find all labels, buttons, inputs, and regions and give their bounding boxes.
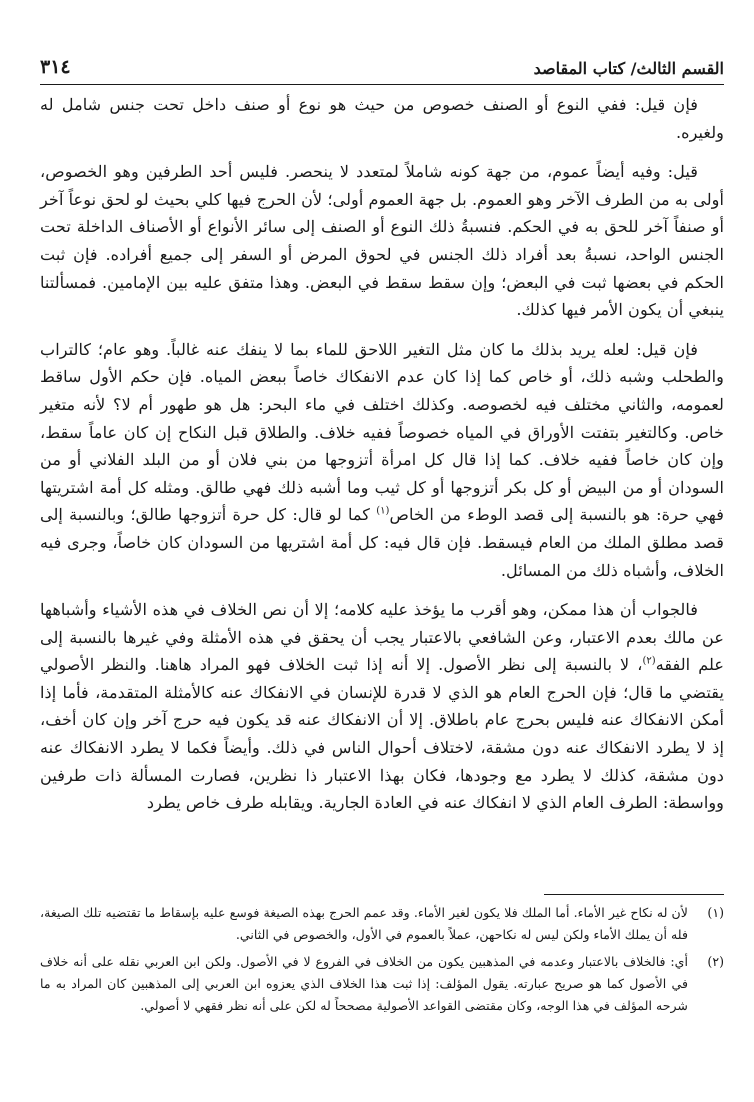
footnote-ref-2[interactable]: (٢)	[642, 655, 656, 667]
footnote-number: (٢)	[707, 954, 724, 969]
running-header	[40, 52, 724, 85]
footnotes	[40, 902, 724, 1022]
paragraph	[40, 336, 724, 584]
footnote-item	[40, 902, 724, 946]
footnote-number: (١)	[707, 905, 724, 920]
footnote-text: لأن له نكاح غير الأماء. أما الملك فلا يكون لغير الأماء. وقد عمم الحرج بهذه الصيغة فوسع عليه بإسقاط ما تقتضيه تلك الصيغة، فله أن يملك الأماء ولكن ليس له نكاحهن، عملاً بالعموم في الأول، والخصوص في الثاني.	[40, 905, 688, 942]
paragraph	[40, 91, 724, 146]
page-number: ٣١٤	[40, 56, 71, 78]
paragraph-text: فإن قيل: ففي النوع أو الصنف خصوص من حيث هو نوع أو صنف داخل تحت جنس شامل له ولغيره.	[40, 95, 724, 142]
footnote-text: أي: فالخلاف بالاعتبار وعدمه في المذهبين يكون من الخلاف في الفروع لا في الأصول. ولكن ابن العربي نقله على أنه خلاف في الأصول كما هو صريح عبارته. يقول المؤلف: إذا ثبت هذا الخلاف الذي يعزوه ابن العربي إلى المذهبين كان المراد به ما شرحه المؤلف في هذا الوجه، وكان مقتضى القواعد الأصولية مصححاً له لكن على أنه نظر فقهي لا أصولي.	[40, 954, 688, 1013]
footnote-divider	[544, 894, 724, 895]
paragraph	[40, 596, 724, 817]
paragraph-text: فالجواب أن هذا ممكن، وهو أقرب ما يؤخذ عليه كلامه؛ إلا أن نص الخلاف في هذه الأشياء وأشباهها عن مالك بعدم الاعتبار، وعن الشافعي بالاعتبار يجب أن يحقق في هذه الأمثلة وفي غيرها بالنسبة إلى علم الفقه	[40, 600, 725, 675]
book-page	[40, 52, 724, 1082]
paragraph-text: كما	[348, 505, 370, 525]
footnote-item	[40, 951, 724, 1017]
paragraph-text: ، لا بالنسبة إلى نظر الأصول. إلا أنه إذا ثبت الخلاف فهو المراد هاهنا. والنظر الأصولي يقتضي ما قال؛ فإن الحرج العام هو الذي لا قدرة للإنسان في الانفكاك عنه كالأمثلة المتقدمة، فأما إذا أمكن الانفكاك عنه فليس بحرج عام باطلاق. إلا أن الانفكاك عنه قد يكون فيه حرج آخر وإن كان أخف، إذ لا يطرد الانفكاك عنه دون مشقة، لاختلاف أحوال الناس في ذلك. وأيضاً فكما لا يطرد الانفكاك عنه دون مشقة، كذلك لا يطرد مع وجودها، فكان بهذا الاعتبار ذا نظرين، فصارت المسألة ذات طرفين وواسطة: الطرف العام الذي لا انفكاك عنه في العادة الجارية. ويقابله طرف خاص يطرد	[40, 655, 724, 813]
paragraph-text: قيل: وفيه أيضاً عموم، من جهة كونه شاملاً لمتعدد لا ينحصر. فليس أحد الطرفين وهو الخصوص، أولى به من الطرف الآخر وهو العموم. بل جهة العموم أولى؛ لأن الحرج فيها كلي بحيث لو لحق نوعاً آخر أو صنفاً آخر للحق به في الحكم. فنسبةُ ذلك النوع أو الصنف إلى سائر الأنواع أو الأصناف الداخلة تحت الجنس الواحد، نسبةُ بعد أفراد ذلك الجنس في لحوق المرض أو السفر إلى جميع أفراده. فإن ثبت الحكم في بعضها ثبت في البعض؛ وإن سقط سقط في البعض. وهذا متفق عليه بين الإمامين. فمسألتنا ينبغي أن يكون الأمر فيها كذلك.	[40, 162, 724, 320]
main-text	[40, 91, 724, 817]
footnote-ref-1[interactable]: (١)	[376, 505, 390, 517]
paragraph-text: فإن قيل: لعله يريد بذلك ما كان مثل التغير اللاحق للماء بما لا ينفك عنه غالباً. وهو عام؛ كالتراب والطحلب وشبه ذلك، أو خاص كما إذا كان عدم الانفكاك خاصاً ببعض المياه. فإن حكم الأول ساقط لعمومه، والثاني مختلف فيه لخصوصه. وكذلك اختلف في ماء البحر: هل هو طهور أم لا؟ لأنه متغير خاص. وكالتغير بتفتت الأوراق في المياه خصوصاً ففيه خلاف. والطلاق قبل النكاح إن كان عاماً سقط، وإن كان خاصاً ففيه خلاف. كما إذا قال كل امرأة أتزوجها من بني فلان أو من البلد الفلاني أو من السودان أو من البيض أو كل بكر أتزوجها أو كل ثيب وما أشبه ذلك فهي طالق. ومثله كل أمة اشتريتها فهي حرة: هو بالنسبة إلى قصد الوطء من الخاص	[40, 339, 724, 525]
paragraph	[40, 158, 724, 324]
paragraph-text: لو قال: كل حرة أتزوجها طالق؛ وبالنسبة إلى قصد مطلق الملك من العام فيسقط. فإن قال فيه: كل أمة اشتريها من السودان كان خاصاً، وجرى فيه الخلاف، وأشباه ذلك من المسائل.	[40, 505, 724, 580]
section-title: القسم الثالث/ كتاب المقاصد	[533, 59, 724, 78]
